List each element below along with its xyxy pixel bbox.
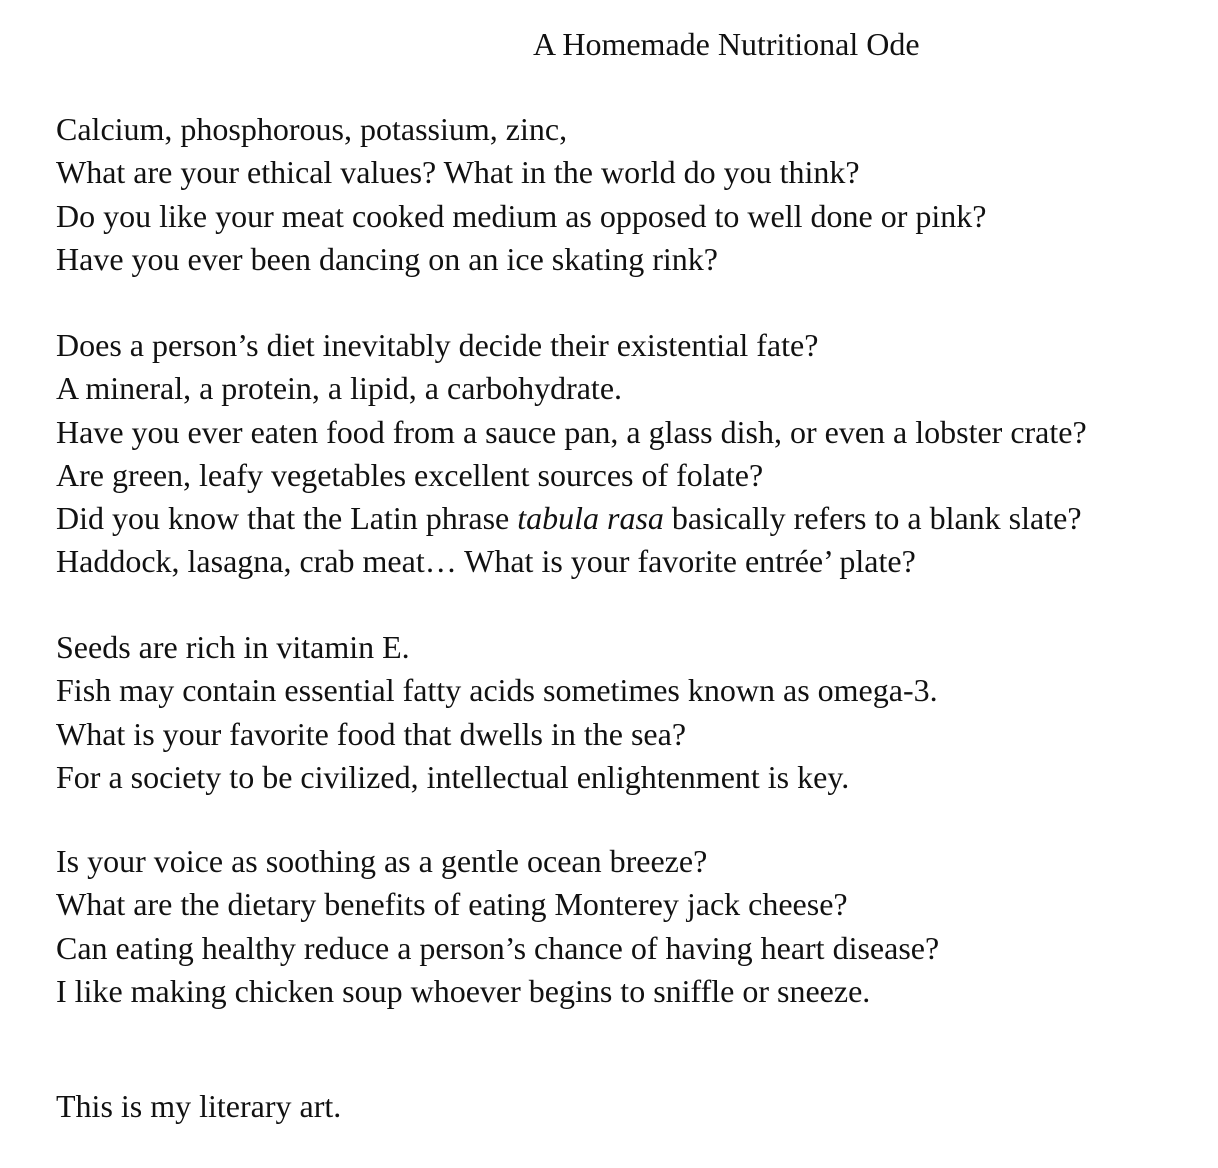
poem-title: A Homemade Nutritional Ode — [533, 26, 920, 62]
poem-line — [56, 497, 1206, 540]
poem-line: Fish may contain essential fatty acids sometimes known as omega-3. — [56, 672, 938, 709]
poem-line: Are green, leafy vegetables excellent sources of folate? — [56, 456, 764, 493]
poem-line: Haddock, lasagna, crab meat… What is your favorite entrée’ plate? — [56, 543, 916, 580]
poem-line-text: Did you know that the Latin phrase — [56, 500, 518, 537]
poem-line: Have you ever been dancing on an ice skating rink? — [56, 240, 718, 277]
poem-line: I like making chicken soup whoever begins to sniffle or sneeze. — [56, 972, 871, 1009]
poem-line: For a society to be civilized, intellectual enlightenment is key. — [56, 758, 850, 795]
poem-line-text: basically refers to a blank slate? — [663, 500, 1082, 537]
closing-line: This is my literary art. — [56, 1088, 342, 1124]
poem-line: Calcium, phosphorous, potassium, zinc, — [56, 111, 568, 147]
poem-line: Can eating healthy reduce a person’s chance of having heart disease? — [56, 929, 940, 966]
closing-stanza — [56, 1085, 1206, 1128]
poem-line: Is your voice as soothing as a gentle ocean breeze? — [56, 843, 708, 879]
stanza-2 — [56, 324, 1206, 584]
latin-phrase: tabula rasa — [517, 500, 664, 537]
stanza-4 — [56, 840, 1206, 1013]
stanza-3 — [56, 626, 1206, 799]
poem-line: Does a person’s diet inevitably decide their existential fate? — [56, 327, 819, 363]
poem-line: Have you ever eaten food from a sauce pan, a glass dish, or even a lobster crate? — [56, 413, 1087, 450]
poem-line: Seeds are rich in vitamin E. — [56, 629, 410, 665]
stanza-1 — [56, 108, 1206, 281]
poem-line: What are your ethical values? What in the world do you think? — [56, 154, 860, 191]
poem-line: A mineral, a protein, a lipid, a carbohydrate. — [56, 370, 623, 407]
poem-line: What is your favorite food that dwells in the sea? — [56, 715, 687, 752]
poem-line: What are the dietary benefits of eating Monterey jack cheese? — [56, 886, 848, 923]
poem-line: Do you like your meat cooked medium as opposed to well done or pink? — [56, 197, 987, 234]
